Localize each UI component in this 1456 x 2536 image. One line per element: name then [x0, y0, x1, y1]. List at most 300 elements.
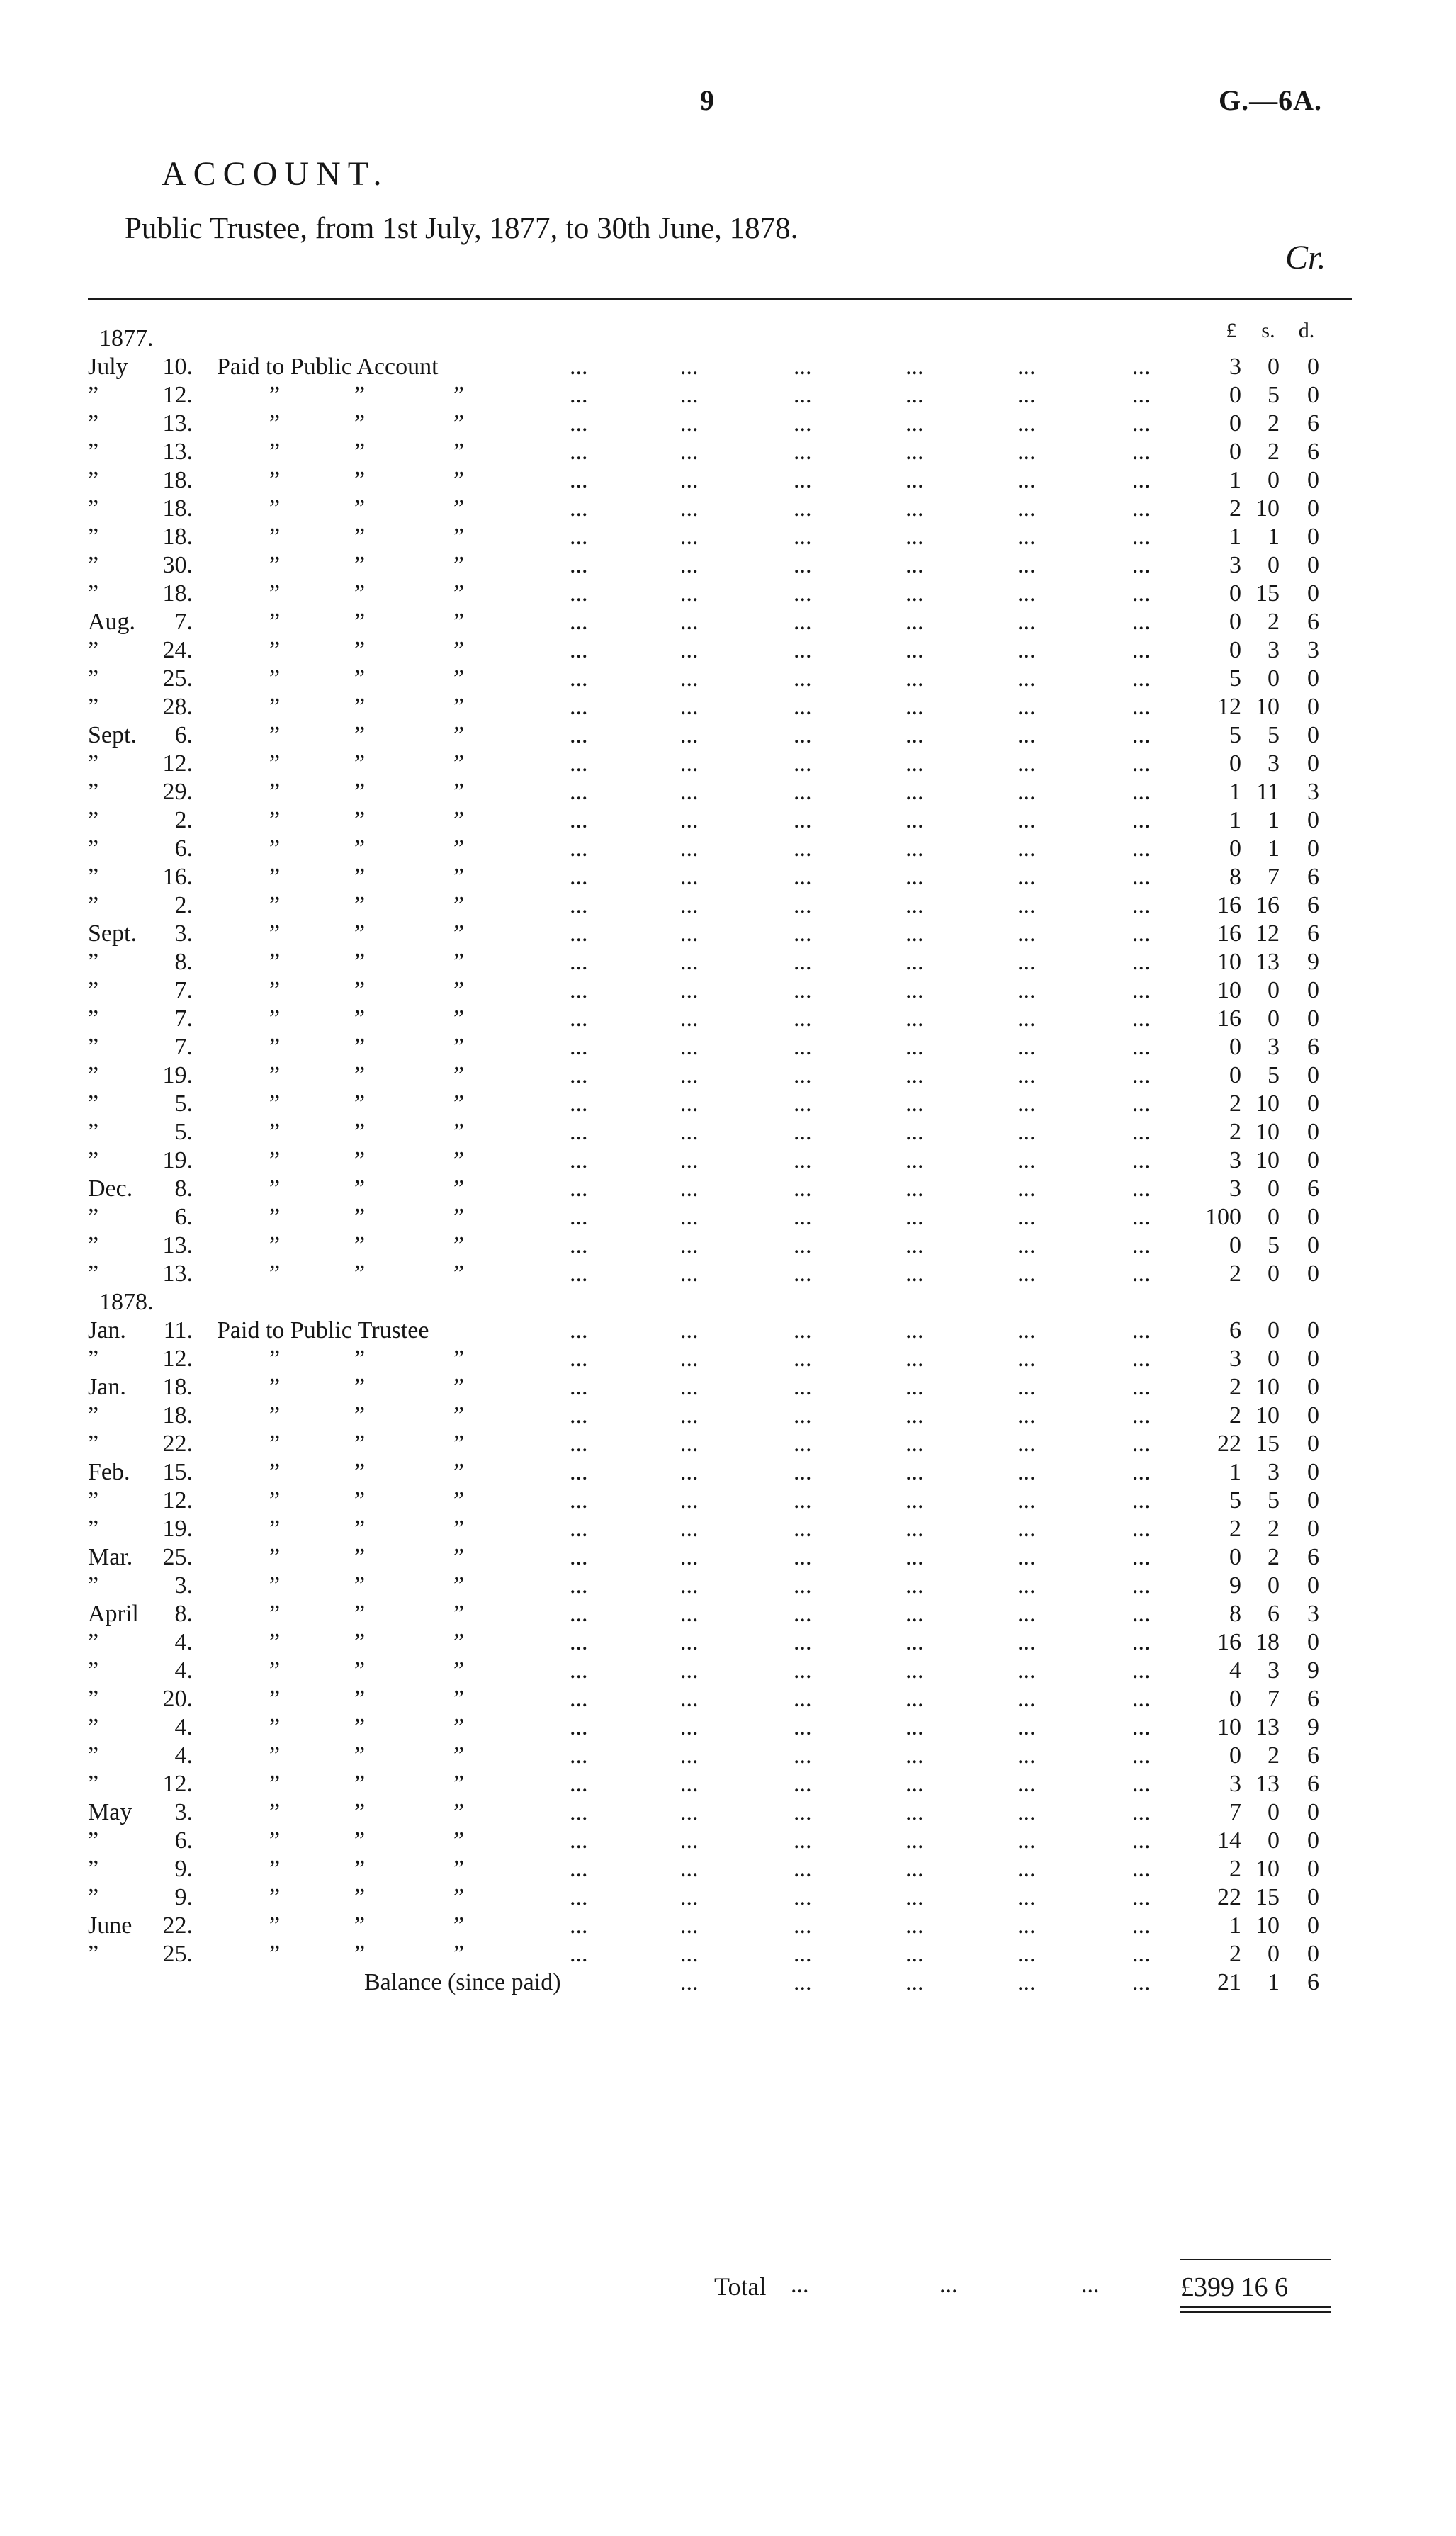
leader-dots: ... — [1017, 949, 1036, 975]
entry-day-value: 15. — [162, 1459, 193, 1485]
ditto-mark: ” — [453, 1402, 465, 1428]
entry-month: ” — [88, 1657, 99, 1684]
table-row — [0, 1061, 1456, 1090]
leader-dots: ... — [680, 694, 699, 720]
leader-dots: ... — [794, 1686, 812, 1712]
pence-cell-value: 3 — [1307, 1601, 1319, 1627]
entry-day-value: 30. — [162, 552, 193, 578]
ditto-mark: ” — [269, 722, 281, 748]
entry-day-value: 9. — [174, 1856, 193, 1882]
shillings-cell-value: 1 — [1268, 1969, 1280, 1995]
pounds-cell-value: 0 — [1229, 835, 1241, 862]
leader-dots: ... — [680, 439, 699, 465]
ditto-mark: ” — [354, 1232, 366, 1258]
leader-dots: ... — [1132, 807, 1151, 833]
leader-dots: ... — [1017, 524, 1036, 550]
leader-dots: ... — [794, 1346, 812, 1372]
leader-dots: ... — [794, 552, 812, 578]
year-row — [0, 1288, 1456, 1317]
leader-dots: ... — [570, 864, 588, 890]
leader-dots: ... — [570, 1827, 588, 1854]
leader-dots: ... — [905, 354, 924, 380]
leader-dots: ... — [680, 495, 699, 522]
entry-day-value: 25. — [162, 665, 193, 692]
entry-month: April — [88, 1601, 139, 1627]
table-row — [0, 1742, 1456, 1770]
shillings-cell-value: 0 — [1268, 467, 1280, 493]
leader-dots: ... — [1017, 750, 1036, 777]
ditto-mark: ” — [453, 1034, 465, 1060]
ditto-mark: ” — [269, 1261, 281, 1287]
table-row — [0, 1798, 1456, 1827]
leader-dots: ... — [794, 1601, 812, 1627]
entry-day-value: 18. — [162, 1374, 193, 1400]
leader-dots: ... — [794, 1374, 812, 1400]
leader-dots: ... — [905, 1771, 924, 1797]
shillings-cell-value: 10 — [1255, 1374, 1280, 1400]
ditto-mark: ” — [453, 1572, 465, 1599]
entry-day-value: 9. — [174, 1884, 193, 1910]
leader-dots: ... — [680, 354, 699, 380]
leader-dots: ... — [1017, 637, 1036, 663]
shillings-cell-value: 10 — [1255, 495, 1280, 522]
pence-cell-value: 0 — [1307, 722, 1319, 748]
pounds-cell-value: 0 — [1229, 1062, 1241, 1088]
leader-dots: ... — [1132, 835, 1151, 862]
leader-dots: ... — [680, 779, 699, 805]
ditto-mark: ” — [453, 495, 465, 522]
entry-month: ” — [88, 835, 99, 862]
leader-dots: ... — [905, 694, 924, 720]
entry-day-value: 5. — [174, 1119, 193, 1145]
entry-description: Balance (since paid) — [364, 1969, 561, 1995]
table-row — [0, 835, 1456, 863]
table-row — [0, 1515, 1456, 1543]
entry-month: ” — [88, 1856, 99, 1882]
pounds-cell-value: 3 — [1229, 1771, 1241, 1797]
ditto-mark: ” — [269, 1147, 281, 1173]
entry-month: ” — [88, 439, 99, 465]
leader-dots: ... — [570, 637, 588, 663]
leader-dots: ... — [1132, 1346, 1151, 1372]
leader-dots: ... — [905, 722, 924, 748]
entry-month: ” — [88, 1119, 99, 1145]
leader-dots: ... — [794, 920, 812, 947]
pounds-cell-value: 6 — [1229, 1317, 1241, 1343]
leader-dots: ... — [680, 1232, 699, 1258]
leader-dots: ... — [1017, 1912, 1036, 1939]
table-row — [0, 495, 1456, 523]
ditto-mark: ” — [269, 637, 281, 663]
shillings-cell-value: 10 — [1255, 1119, 1280, 1145]
leader-dots: ... — [794, 354, 812, 380]
leader-dots: ... — [1132, 580, 1151, 607]
ditto-mark: ” — [453, 920, 465, 947]
leader-dots: ... — [905, 665, 924, 692]
leader-dots: ... — [905, 1459, 924, 1485]
leader-dots: ... — [570, 524, 588, 550]
entry-day-value: 6. — [174, 835, 193, 862]
leader-dots: ... — [1017, 1572, 1036, 1599]
entry-month: ” — [88, 1516, 99, 1542]
pence-cell-value: 0 — [1307, 1119, 1319, 1145]
entry-month: ” — [88, 665, 99, 692]
table-row — [0, 1657, 1456, 1685]
ditto-mark: ” — [354, 1091, 366, 1117]
pence-cell-value: 6 — [1307, 920, 1319, 947]
entry-day-value: 11. — [163, 1317, 193, 1343]
ditto-mark: ” — [354, 1346, 366, 1372]
pence-cell-value: 0 — [1307, 1884, 1319, 1910]
shillings-cell-value: 10 — [1255, 1147, 1280, 1173]
leader-dots: ... — [1017, 1686, 1036, 1712]
table-row — [0, 665, 1456, 693]
entry-month: July — [88, 354, 128, 380]
table-row — [0, 1175, 1456, 1203]
leader-dots: ... — [570, 1799, 588, 1825]
leader-dots: ... — [570, 1941, 588, 1967]
ditto-mark: ” — [354, 1686, 366, 1712]
entry-month: ” — [88, 1261, 99, 1287]
shillings-cell-value: 0 — [1268, 977, 1280, 1003]
leader-dots: ... — [1017, 1317, 1036, 1343]
entry-month: ” — [88, 1402, 99, 1428]
leader-dots: ... — [905, 1176, 924, 1202]
pounds-cell-value: 8 — [1229, 1601, 1241, 1627]
leader-dots: ... — [905, 1686, 924, 1712]
entry-month: ” — [88, 1091, 99, 1117]
leader-dots: ... — [680, 949, 699, 975]
leader-dots: ... — [570, 1884, 588, 1910]
leader-dots: ... — [1017, 920, 1036, 947]
pence-cell-value: 0 — [1307, 1912, 1319, 1939]
leader-dots: ... — [905, 1544, 924, 1570]
pounds-cell-value: 2 — [1229, 1091, 1241, 1117]
pounds-cell-value: 1 — [1229, 524, 1241, 550]
leader-dots: ... — [680, 1799, 699, 1825]
ditto-mark: ” — [269, 949, 281, 975]
entry-month: ” — [88, 807, 99, 833]
ditto-mark: ” — [453, 1346, 465, 1372]
leader-dots: ... — [905, 1601, 924, 1627]
pounds-cell-value: 5 — [1229, 1487, 1241, 1514]
pounds-cell-value: 16 — [1217, 1005, 1241, 1032]
leader-dots: ... — [680, 1402, 699, 1428]
pounds-cell-value: 1 — [1229, 1459, 1241, 1485]
leader-dots: ... — [680, 1374, 699, 1400]
entry-month: Dec. — [88, 1176, 133, 1202]
pence-cell-value: 0 — [1307, 467, 1319, 493]
leader-dots: ... — [680, 410, 699, 436]
leader-dots: ... — [1132, 1686, 1151, 1712]
pounds-cell-value: 2 — [1229, 1374, 1241, 1400]
table-row — [0, 1146, 1456, 1175]
entry-month: ” — [88, 1827, 99, 1854]
leader-dots: ... — [570, 439, 588, 465]
leader-dots: ... — [680, 1431, 699, 1457]
ditto-mark: ” — [269, 750, 281, 777]
table-row — [0, 863, 1456, 891]
entry-month: ” — [88, 495, 99, 522]
leader-dots: ... — [905, 1856, 924, 1882]
leader-dots: ... — [905, 1431, 924, 1457]
ditto-mark: ” — [453, 1884, 465, 1910]
entry-day-value: 19. — [162, 1062, 193, 1088]
table-row — [0, 750, 1456, 778]
credit-label: Cr. — [1285, 239, 1326, 276]
pounds-cell-value: 1 — [1229, 467, 1241, 493]
leader-dots: ... — [905, 1487, 924, 1514]
ditto-mark: ” — [269, 835, 281, 862]
leader-dots: ... — [1132, 1856, 1151, 1882]
leader-dots: ... — [570, 1062, 588, 1088]
total-rule-top — [1180, 2259, 1331, 2260]
pence-cell-value: 0 — [1307, 1827, 1319, 1854]
pounds-cell-value: 0 — [1229, 580, 1241, 607]
pence-cell-value: 0 — [1307, 1459, 1319, 1485]
pence-cell-value: 6 — [1307, 1034, 1319, 1060]
leader-dots: ... — [680, 750, 699, 777]
leader-dots: ... — [570, 779, 588, 805]
ditto-mark: ” — [453, 1204, 465, 1230]
ditto-mark: ” — [269, 1572, 281, 1599]
leader-dots: ... — [1017, 495, 1036, 522]
ditto-mark: ” — [354, 1884, 366, 1910]
entry-month: ” — [88, 1686, 99, 1712]
pounds-cell-value: 0 — [1229, 750, 1241, 777]
shillings-cell-value: 5 — [1268, 722, 1280, 748]
leader-dots: ... — [1017, 1969, 1036, 1995]
entry-day-value: 28. — [162, 694, 193, 720]
leader-dots: ... — [1017, 864, 1036, 890]
leader-dots: ... — [1017, 1005, 1036, 1032]
pounds-cell-value: 10 — [1217, 1714, 1241, 1740]
ditto-mark: ” — [354, 750, 366, 777]
entry-day-value: 24. — [162, 637, 193, 663]
entry-day-value: 13. — [162, 1232, 193, 1258]
leader-dots: ... — [794, 1629, 812, 1655]
leader-dots: ... — [680, 467, 699, 493]
leader-dots: ... — [1017, 552, 1036, 578]
leader-dots: ... — [1017, 977, 1036, 1003]
shillings-cell-value: 15 — [1255, 1431, 1280, 1457]
leader-dots: ... — [570, 1431, 588, 1457]
leader-dots: ... — [1017, 1487, 1036, 1514]
leader-dots: ... — [1132, 1119, 1151, 1145]
leader-dots: ... — [680, 1771, 699, 1797]
ditto-mark: ” — [354, 835, 366, 862]
leader-dots: ... — [570, 1742, 588, 1769]
leader-dots: ... — [1132, 1912, 1151, 1939]
shillings-cell-value: 5 — [1268, 382, 1280, 408]
leader-dots: ... — [680, 382, 699, 408]
ditto-mark: ” — [269, 1856, 281, 1882]
shillings-cell-value: 3 — [1268, 1657, 1280, 1684]
entry-day-value: 12. — [162, 750, 193, 777]
entry-month: ” — [88, 949, 99, 975]
entry-day-value: 19. — [162, 1516, 193, 1542]
leader-dots: ... — [905, 864, 924, 890]
table-row — [0, 1628, 1456, 1657]
pounds-cell-value: 22 — [1217, 1431, 1241, 1457]
leader-dots: ... — [1132, 1884, 1151, 1910]
ditto-mark: ” — [453, 892, 465, 918]
ditto-mark: ” — [453, 665, 465, 692]
leader-dots: ... — [794, 1034, 812, 1060]
ditto-mark: ” — [453, 524, 465, 550]
table-row — [0, 551, 1456, 580]
pence-cell-value: 6 — [1307, 1969, 1319, 1995]
table-row — [0, 1317, 1456, 1345]
pence-cell-value: 0 — [1307, 1572, 1319, 1599]
shillings-cell-value: 2 — [1268, 1516, 1280, 1542]
shillings-cell-value: 0 — [1268, 1941, 1280, 1967]
leader-dots: ... — [905, 524, 924, 550]
entry-day-value: 6. — [174, 1204, 193, 1230]
leader-dots: ... — [1017, 835, 1036, 862]
leader-dots: ... — [794, 1176, 812, 1202]
pence-cell-value: 6 — [1307, 1544, 1319, 1570]
leader-dots: ... — [570, 807, 588, 833]
leader-dots: ... — [680, 609, 699, 635]
leader-dots: ... — [570, 1317, 588, 1343]
pence-cell-value: 0 — [1307, 1941, 1319, 1967]
leader-dots: ... — [680, 1317, 699, 1343]
pounds-cell-value: 2 — [1229, 495, 1241, 522]
leader-dots: ... — [1017, 1601, 1036, 1627]
leader-dots: ... — [905, 1516, 924, 1542]
leader-dots: ... — [570, 1034, 588, 1060]
ditto-mark: ” — [269, 1459, 281, 1485]
shillings-cell-value: 0 — [1268, 354, 1280, 380]
ditto-mark: ” — [453, 1119, 465, 1145]
leader-dots: ... — [794, 1799, 812, 1825]
pence-cell-value: 0 — [1307, 750, 1319, 777]
leader-dots: ... — [905, 1941, 924, 1967]
pounds-cell-value: 3 — [1229, 1346, 1241, 1372]
leader-dots: ... — [680, 1062, 699, 1088]
leader-dots: ... — [570, 1402, 588, 1428]
document-code: G.—6A. — [1219, 84, 1322, 116]
entry-month: Feb. — [88, 1459, 130, 1485]
leader-dots: ... — [680, 920, 699, 947]
leader-dots: ... — [570, 382, 588, 408]
leader-dots: ... — [1017, 1799, 1036, 1825]
leader-dots: ... — [680, 1884, 699, 1910]
pounds-cell-value: 0 — [1229, 609, 1241, 635]
ditto-mark: ” — [453, 1431, 465, 1457]
leader-dots: ... — [1132, 1714, 1151, 1740]
entry-day-value: 2. — [174, 807, 193, 833]
shillings-cell-value: 1 — [1268, 807, 1280, 833]
leader-dots: ... — [570, 580, 588, 607]
ditto-mark: ” — [269, 467, 281, 493]
leader-dots: ... — [794, 779, 812, 805]
pounds-cell-value: 2 — [1229, 1119, 1241, 1145]
leader-dots: ... — [680, 1912, 699, 1939]
shillings-cell-value: 18 — [1255, 1629, 1280, 1655]
leader-dots: ... — [794, 1657, 812, 1684]
ditto-mark: ” — [453, 1657, 465, 1684]
leader-dots: ... — [1017, 1176, 1036, 1202]
leader-dots: ... — [794, 1091, 812, 1117]
entry-day-value: 2. — [174, 892, 193, 918]
pounds-cell-value: 22 — [1217, 1884, 1241, 1910]
entry-month: ” — [88, 1062, 99, 1088]
entry-day-value: 12. — [162, 1487, 193, 1514]
leader-dots: ... — [1017, 665, 1036, 692]
pounds-cell-value: 12 — [1217, 694, 1241, 720]
pence-cell-value: 0 — [1307, 1317, 1319, 1343]
entry-month: ” — [88, 694, 99, 720]
pounds-cell-value: 10 — [1217, 977, 1241, 1003]
entry-day-value: 18. — [162, 524, 193, 550]
ditto-mark: ” — [453, 1176, 465, 1202]
leader-dots: ... — [570, 410, 588, 436]
leader-dots: ... — [570, 1657, 588, 1684]
pence-cell-value: 0 — [1307, 495, 1319, 522]
leader-dots: ... — [1132, 1629, 1151, 1655]
entry-month: ” — [88, 1629, 99, 1655]
pence-cell-value: 6 — [1307, 1176, 1319, 1202]
leader-dots: ... — [905, 609, 924, 635]
entry-month: ” — [88, 410, 99, 436]
leader-dots: ... — [570, 1856, 588, 1882]
leader-dots: ... — [570, 1204, 588, 1230]
ditto-mark: ” — [354, 864, 366, 890]
leader-dots: ... — [680, 1204, 699, 1230]
entry-month: ” — [88, 1941, 99, 1967]
ditto-mark: ” — [269, 665, 281, 692]
ditto-mark: ” — [453, 1062, 465, 1088]
shillings-cell-value: 7 — [1268, 1686, 1280, 1712]
pence-cell-value: 3 — [1307, 779, 1319, 805]
leader-dots: ... — [905, 1572, 924, 1599]
table-row — [0, 778, 1456, 806]
ditto-mark: ” — [354, 1516, 366, 1542]
leader-dots: ... — [1017, 1232, 1036, 1258]
leader-dots: ... — [680, 580, 699, 607]
entry-month: Sept. — [88, 722, 137, 748]
leader-dots: ... — [680, 1714, 699, 1740]
leader-dots: ... — [905, 1799, 924, 1825]
leader-dots: ... — [570, 467, 588, 493]
pence-cell-value: 6 — [1307, 892, 1319, 918]
leader-dots: ... — [570, 892, 588, 918]
leader-dots: ... — [905, 410, 924, 436]
leader-dots: ... — [1017, 1346, 1036, 1372]
shillings-cell-value: 0 — [1268, 1799, 1280, 1825]
shillings-cell-value: 10 — [1255, 1912, 1280, 1939]
ditto-mark: ” — [354, 1261, 366, 1287]
ditto-mark: ” — [269, 1912, 281, 1939]
pounds-cell-value: 2 — [1229, 1941, 1241, 1967]
leader-dots: ... — [570, 1601, 588, 1627]
leader-dots: ... — [680, 1005, 699, 1032]
leader-dots: ... — [1132, 949, 1151, 975]
leader-dots: ... — [570, 1487, 588, 1514]
pence-cell-value: 0 — [1307, 1062, 1319, 1088]
entry-month: ” — [88, 1771, 99, 1797]
leader-dots: ... — [794, 722, 812, 748]
leader-dots: ... — [680, 1827, 699, 1854]
table-row — [0, 693, 1456, 721]
leader-dots: ... — [680, 1091, 699, 1117]
pence-cell-value: 6 — [1307, 1742, 1319, 1769]
ditto-mark: ” — [354, 552, 366, 578]
leader-dots: ... — [905, 1091, 924, 1117]
leader-dots: ... — [1132, 892, 1151, 918]
